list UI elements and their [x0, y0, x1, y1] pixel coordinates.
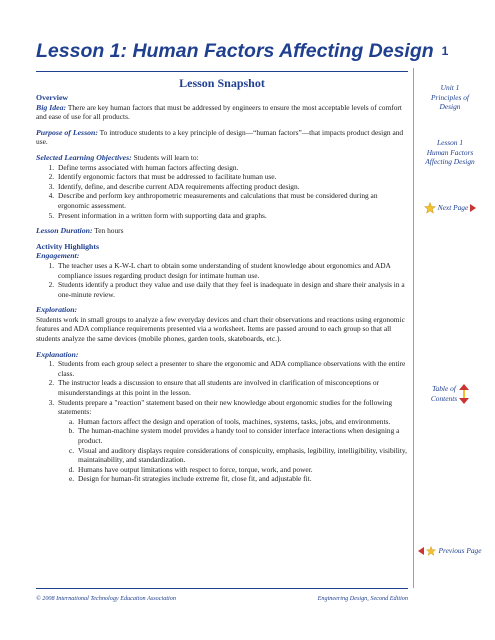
toc-label — [431, 384, 457, 403]
engagement-label: Engagement: — [36, 251, 80, 261]
explanation-list — [36, 359, 408, 484]
purpose — [36, 128, 408, 147]
arrow-right-icon — [470, 204, 476, 212]
big-idea-label: Big Idea: — [36, 102, 67, 112]
unit-line: Design — [439, 102, 461, 112]
unit-line: Unit 1 — [440, 83, 460, 92]
arrow-up-down-icon — [459, 384, 469, 404]
list-item: d. Humans have output limitations with respect to force, torque, work, and power. — [76, 465, 408, 475]
unit-line: Principles of — [431, 92, 469, 102]
footer-book-title: Engineering Design, Second Edition — [317, 595, 408, 602]
toc-line: Table of — [432, 384, 456, 394]
explanation-label: Explanation: — [36, 349, 79, 359]
objectives-label: Selected Learning Objectives: — [36, 152, 132, 162]
table-of-contents-link[interactable] — [418, 384, 482, 404]
purpose-text: To introduce students to a key principle of design—“human factors”—that impacts product design and use. — [36, 127, 404, 147]
page-number: 1 — [441, 44, 449, 58]
page-title: Lesson 1: Human Factors Affecting Design — [36, 40, 434, 62]
lesson-line: Human Factors — [426, 147, 474, 157]
main-content — [36, 76, 408, 490]
list-item: 2. The instructor leads a discussion to ensure that all students are involved in clarification of misconceptions or misunderstandings at this point in the lesson. — [56, 378, 408, 397]
exploration-text: Students work in small groups to analyze a few everyday devices and chart their observations and reactions using ergonomic features and ADA compliance requirements presented via a worksheet. Items are passed around to each group so that all students analyze the same devices (mobile phones, garden tools, skateboards, etc.). — [36, 314, 405, 344]
list-item: 3. Identify, define, and describe current ADA requirements affecting product design. — [56, 182, 408, 192]
sidebar-lesson — [418, 138, 482, 167]
list-item: 5. Present information in a written form with supporting data and graphs. — [56, 211, 408, 221]
lesson-line: Lesson 1 — [436, 138, 464, 147]
list-item: 2. Students identify a product they value and use daily that they feel is inadequate in design and share their analysis in a one-minute review. — [56, 280, 408, 299]
duration — [36, 226, 408, 236]
objectives-list — [36, 163, 408, 221]
activity-heading: Activity Highlights — [36, 241, 100, 251]
engagement-list — [36, 261, 408, 299]
list-item: 1. Students from each group select a presenter to share the ergonomic and ADA compliance observations with the entire class. — [56, 359, 408, 378]
arrow-left-icon — [418, 547, 424, 555]
list-item: 2. Identify ergonomic factors that must be addressed to facilitate human use. — [56, 172, 408, 182]
statements-list — [58, 417, 408, 484]
previous-page-link[interactable] — [418, 546, 482, 556]
sidebar-divider — [413, 68, 414, 588]
header-rule — [36, 71, 408, 72]
list-item: 1. The teacher uses a K-W-L chart to obtain some understanding of student knowledge about ergonomics and ADA compliance issues regarding product design for intimate human use. — [56, 261, 408, 280]
list-item: 4. Describe and perform key anthropometric measurements and calculations that must be considered during an ergonomic assessment. — [56, 191, 408, 210]
objectives-intro: Students will learn to: — [133, 152, 199, 162]
sidebar-unit — [418, 83, 482, 112]
list-item: a. Human factors affect the design and operation of tools, machines, systems, tasks, jobs, and environments. — [76, 417, 408, 427]
purpose-label: Purpose of Lesson: — [36, 127, 98, 137]
list-item: b. The human-machine system model provides a handy tool to consider interface interactions when designing a product. — [76, 426, 408, 445]
list-item: 1. Define terms associated with human factors affecting design. — [56, 163, 408, 173]
duration-text: Ten hours — [94, 226, 124, 236]
next-page-link[interactable] — [418, 202, 482, 214]
toc-line: Contents — [430, 394, 458, 403]
star-icon — [426, 546, 436, 556]
overview-heading: Overview — [36, 93, 69, 102]
duration-label: Lesson Duration: — [36, 226, 93, 236]
objectives — [36, 153, 408, 163]
exploration-label: Exploration: — [36, 305, 78, 315]
snapshot-title: Lesson Snapshot — [179, 76, 265, 90]
next-page-label: Next Page — [437, 203, 469, 213]
footer-rule — [36, 588, 408, 589]
list-item: c. Visual and auditory displays require considerations of conspicuity, emphasis, legibility, intelligibility, visibility, maintainability, and standardization. — [76, 446, 408, 465]
previous-page-label: Previous Page — [438, 546, 482, 556]
list-item — [56, 398, 408, 484]
footer-copyright: © 2008 International Technology Education Association — [36, 595, 176, 602]
star-icon — [424, 202, 436, 214]
list-item-text: Students prepare a "reaction" statement based on their new knowledge about ergonomic studies for the following statements: — [58, 397, 393, 417]
big-idea-text: There are key human factors that must be addressed by engineers to ensure the most acceptable levels of comfort and ease of use for all products. — [36, 102, 402, 122]
big-idea — [36, 103, 408, 122]
lesson-line: Affecting Design — [425, 157, 475, 167]
list-item: e. Design for human-fit strategies include extreme fit, close fit, and adjustable fit. — [76, 474, 408, 484]
